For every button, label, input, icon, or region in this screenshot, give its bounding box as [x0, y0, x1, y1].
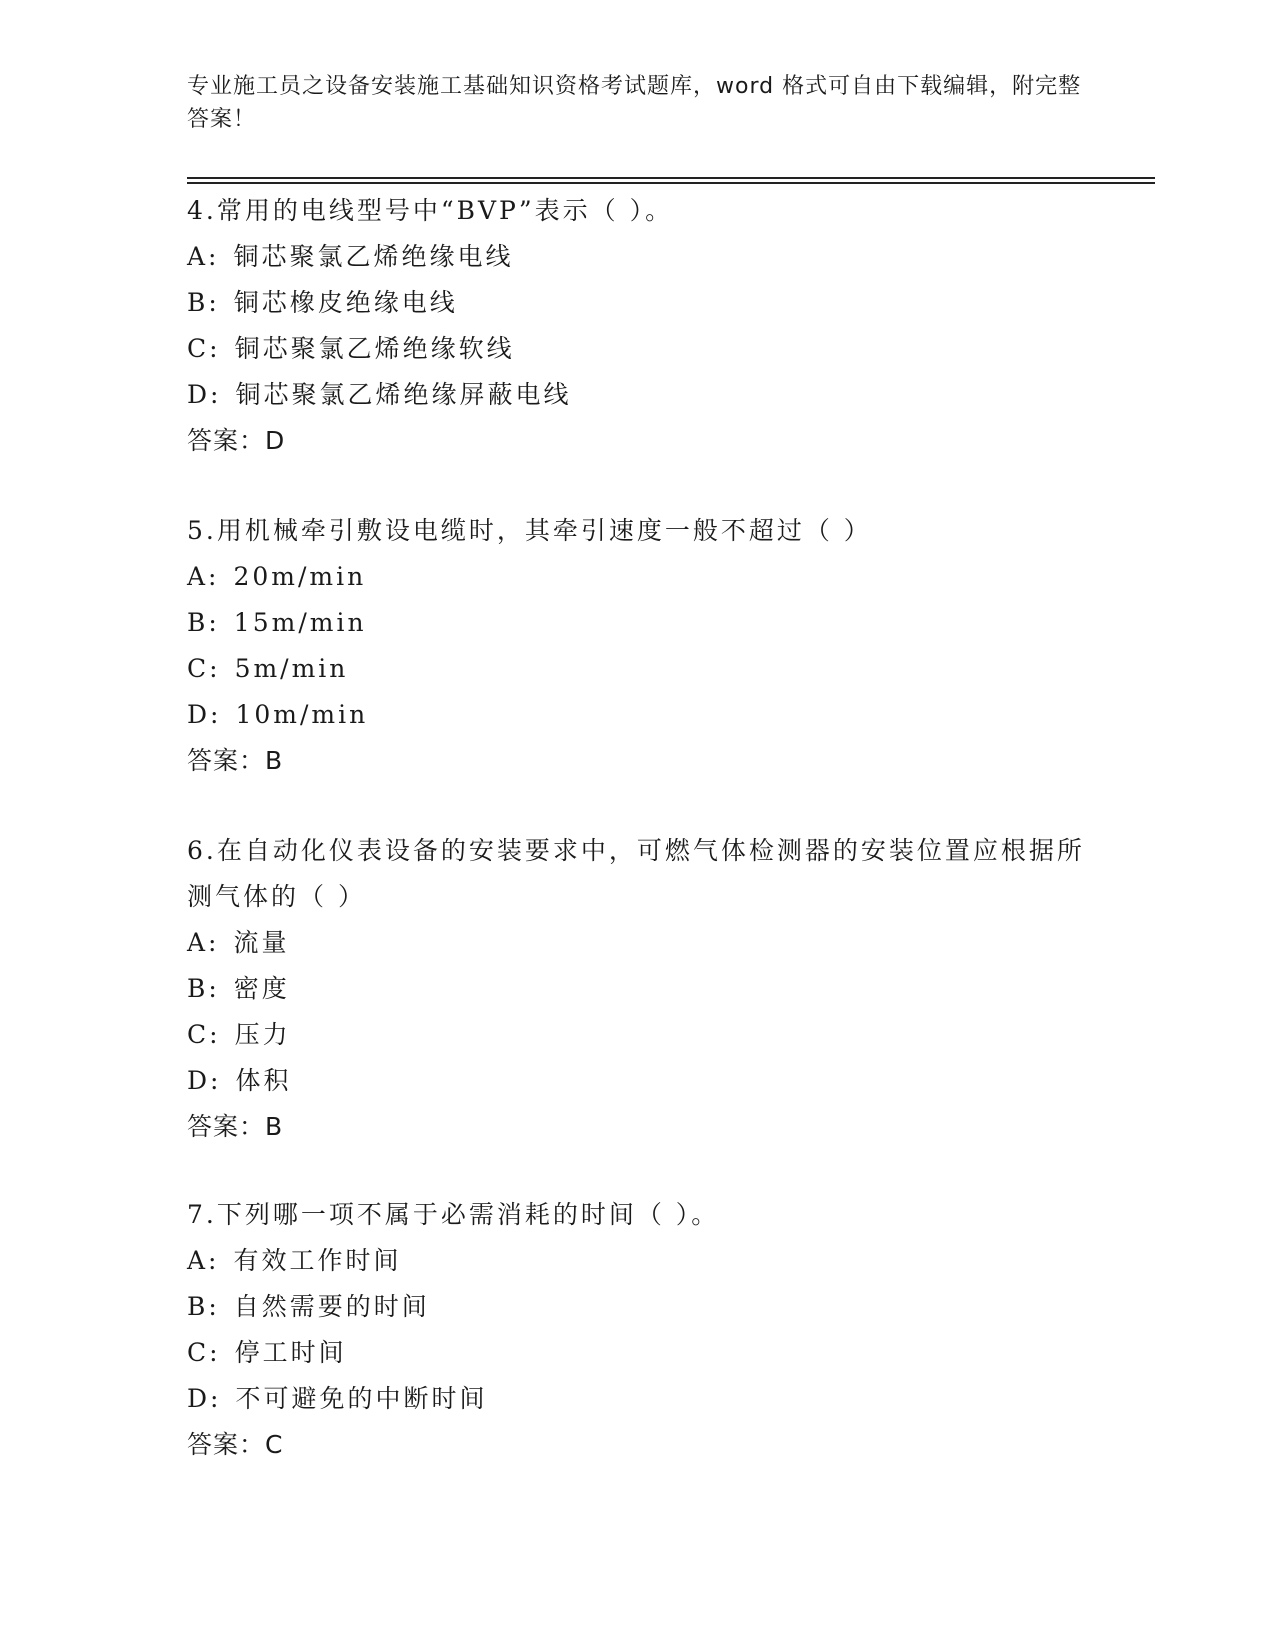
- option-c: [187, 326, 1087, 372]
- option-text: 流量: [233, 928, 290, 957]
- option-a: [187, 1238, 1087, 1284]
- option-text: 15m/min: [233, 608, 367, 637]
- option-text: 铜芯橡皮绝缘电线: [233, 288, 458, 317]
- option-b: [187, 1284, 1087, 1330]
- option-text: 停工时间: [234, 1338, 347, 1367]
- option-text: 5m/min: [234, 654, 349, 683]
- answer-text: 答案：B: [187, 746, 284, 775]
- option-d: [187, 372, 1087, 418]
- option-b: [187, 966, 1087, 1012]
- option-letter: A:: [187, 928, 220, 957]
- option-letter: D:: [187, 1384, 222, 1413]
- answer-text: 答案：B: [187, 1112, 284, 1141]
- option-letter: B:: [187, 1292, 220, 1321]
- option-d: [187, 1376, 1087, 1422]
- option-text: 体积: [235, 1066, 292, 1095]
- option-text: 压力: [234, 1020, 291, 1049]
- option-letter: B:: [187, 974, 220, 1003]
- question-stem: 7.下列哪一项不属于必需消耗的时间（ ）。: [187, 1200, 720, 1229]
- option-letter: C:: [187, 1338, 221, 1367]
- option-d: [187, 1058, 1087, 1104]
- option-a: [187, 554, 1087, 600]
- option-text: 有效工作时间: [233, 1246, 402, 1275]
- question-block: [187, 508, 1087, 784]
- option-letter: D:: [187, 1066, 222, 1095]
- answer-text: 答案：C: [187, 1430, 284, 1459]
- option-letter: B:: [187, 288, 220, 317]
- option-text: 密度: [233, 974, 290, 1003]
- header-divider-bottom: [187, 182, 1155, 184]
- header-divider-top: [187, 177, 1155, 179]
- option-b: [187, 280, 1087, 326]
- question-block: [187, 828, 1087, 1150]
- option-text: 20m/min: [233, 562, 367, 591]
- option-letter: C:: [187, 334, 221, 363]
- option-text: 10m/min: [235, 700, 369, 729]
- option-text: 自然需要的时间: [233, 1292, 430, 1321]
- option-text: 铜芯聚氯乙烯绝缘软线: [234, 334, 515, 363]
- option-c: [187, 1012, 1087, 1058]
- option-letter: A:: [187, 562, 220, 591]
- option-letter: C:: [187, 654, 221, 683]
- option-text: 不可避免的中断时间: [235, 1384, 488, 1413]
- question-stem: 6.在自动化仪表设备的安装要求中，可燃气体检测器的安装位置应根据所测气体的（ ）: [187, 836, 1085, 911]
- option-letter: D:: [187, 700, 222, 729]
- option-letter: A:: [187, 242, 220, 271]
- option-text: 铜芯聚氯乙烯绝缘屏蔽电线: [235, 380, 572, 409]
- question-stem: 5.用机械牵引敷设电缆时，其牵引速度一般不超过（ ）: [187, 516, 872, 545]
- option-letter: B:: [187, 608, 220, 637]
- option-c: [187, 1330, 1087, 1376]
- option-letter: A:: [187, 1246, 220, 1275]
- answer-text: 答案：D: [187, 426, 286, 455]
- option-d: [187, 692, 1087, 738]
- question-stem: 4.常用的电线型号中“BVP”表示（ ）。: [187, 196, 674, 225]
- option-b: [187, 600, 1087, 646]
- option-a: [187, 234, 1087, 280]
- option-a: [187, 920, 1087, 966]
- question-block: [187, 188, 1087, 464]
- option-c: [187, 646, 1087, 692]
- option-letter: D:: [187, 380, 222, 409]
- question-block: [187, 1192, 1087, 1468]
- option-letter: C:: [187, 1020, 221, 1049]
- document-header: 专业施工员之设备安装施工基础知识资格考试题库，word 格式可自由下载编辑，附完整答案！: [187, 74, 1082, 132]
- option-text: 铜芯聚氯乙烯绝缘电线: [233, 242, 514, 271]
